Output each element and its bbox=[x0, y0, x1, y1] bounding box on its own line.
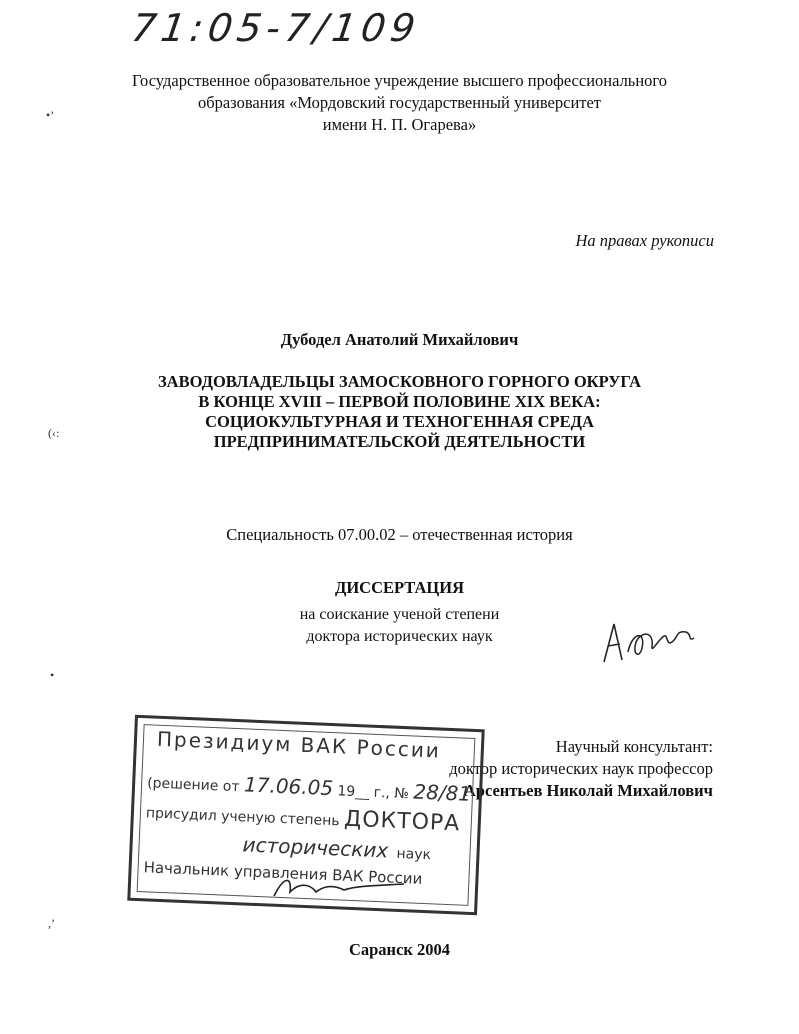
stamp-signature-label: Начальник управления ВАК России bbox=[143, 858, 423, 888]
stamp-decision-number: 28/81 bbox=[412, 779, 472, 806]
title-line: В КОНЦЕ XVIII – ПЕРВОЙ ПОЛОВИНЕ XIX ВЕКА: bbox=[198, 392, 601, 411]
rights-note: На правах рукописи bbox=[575, 231, 714, 250]
consultant-block bbox=[449, 736, 713, 802]
author-signature bbox=[596, 612, 700, 668]
archive-number: 71:05-7/109 bbox=[128, 6, 423, 50]
stamp-awarded-label: присудил ученую степень bbox=[145, 805, 340, 830]
signature-text: А. Дубодел bbox=[626, 632, 631, 633]
stamp-decision-label: (решение от bbox=[146, 775, 240, 796]
consultant-label: Научный консультант: bbox=[555, 737, 713, 756]
stamp-header: Президиум ВАК России bbox=[156, 726, 442, 763]
consultant-position: доктор исторических наук профессор bbox=[449, 759, 713, 778]
degree-line: на соискание ученой степени bbox=[299, 606, 500, 623]
institution-block bbox=[0, 70, 799, 136]
margin-mark: (‹: bbox=[48, 426, 60, 440]
city-year: Саранск 2004 bbox=[348, 940, 451, 959]
dissertation-title bbox=[0, 372, 799, 452]
institution-line: Государственное образовательное учреждение высшего профессионального bbox=[131, 71, 668, 90]
institution-line: имени Н. П. Огарева» bbox=[322, 115, 477, 134]
stamp-field-suffix: наук bbox=[396, 845, 432, 864]
institution-line: образования «Мордовский государственный университет bbox=[197, 93, 602, 112]
document-type: ДИССЕРТАЦИЯ bbox=[335, 578, 464, 597]
stamp-year-label: 19__ г., № bbox=[337, 783, 410, 803]
stamp-field-handwritten: исторических bbox=[242, 832, 389, 863]
margin-mark: ,’ bbox=[48, 916, 55, 930]
title-line: ПРЕДПРИНИМАТЕЛЬСКОЙ ДЕЯТЕЛЬНОСТИ bbox=[213, 432, 586, 451]
specialty: Специальность 07.00.02 – отечественная история bbox=[226, 525, 573, 544]
degree-line: доктора исторических наук bbox=[306, 628, 493, 645]
author-name: Дубодел Анатолий Михайлович bbox=[280, 330, 519, 349]
title-line: ЗАВОДОВЛАДЕЛЬЦЫ ЗАМОСКОВНОГО ГОРНОГО ОКРУГА bbox=[157, 372, 642, 391]
title-line: СОЦИОКУЛЬТУРНАЯ И ТЕХНОГЕННАЯ СРЕДА bbox=[205, 412, 594, 431]
stamp-degree-level: ДОКТОРА bbox=[343, 806, 461, 837]
official-signature bbox=[270, 872, 410, 902]
margin-mark: •’ bbox=[46, 108, 55, 122]
consultant-name: Арсентьев Николай Михайлович bbox=[463, 781, 713, 800]
margin-mark: • bbox=[50, 668, 55, 682]
stamp-decision-date: 17.06.05 bbox=[243, 772, 334, 801]
